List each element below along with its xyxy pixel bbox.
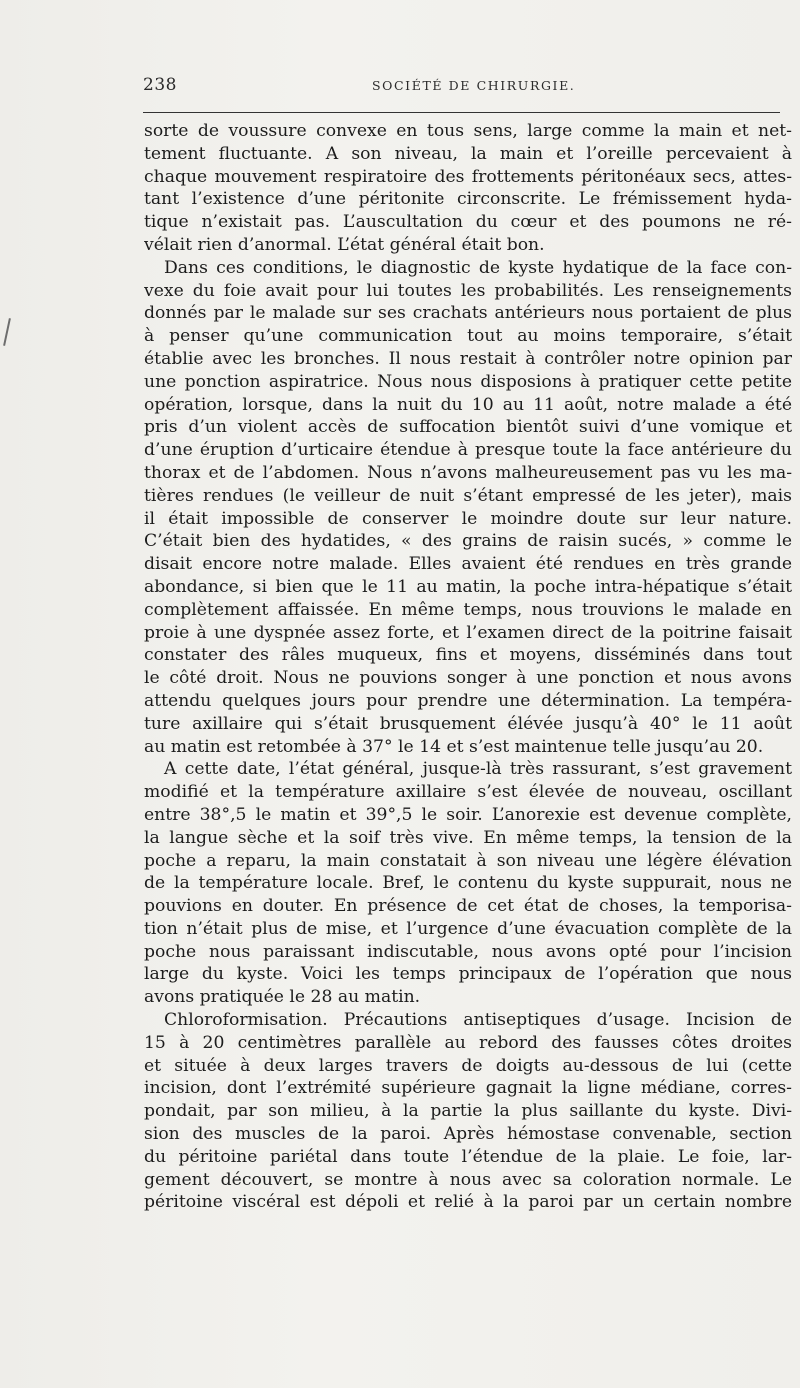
- text-line: poche nous paraissant indiscutable, nous avons opté pour l’incision: [144, 941, 792, 962]
- text-line: opération, lorsque, dans la nuit du 10 au 11 août, notre malade a été: [144, 394, 792, 415]
- text-line: il était impossible de conserver le moindre doute sur leur nature.: [144, 508, 792, 529]
- text-line: ture axillaire qui s’était brusquement élévée jusqu’à 40° le 11 août: [144, 713, 792, 734]
- running-head: SOCIÉTÉ DE CHIRURGIE.: [372, 78, 576, 93]
- text-line: chaque mouvement respiratoire des frottements péritonéaux secs, attes-: [144, 166, 792, 187]
- text-line: sion des muscles de la paroi. Après hémostase convenable, section: [144, 1124, 792, 1145]
- text-line: tières rendues (le veilleur de nuit s’étant empressé de les jeter), mais: [144, 485, 792, 506]
- text-line: à penser qu’une communication tout au moins temporaire, s’était: [144, 326, 792, 347]
- header-rule: [143, 112, 780, 113]
- text-line: avons pratiquée le 28 au matin.: [144, 987, 421, 1008]
- text-line: constater des râles muqueux, fins et moyens, disséminés dans tout: [144, 645, 792, 666]
- text-line: attendu quelques jours pour prendre une détermination. La tempéra-: [144, 690, 792, 711]
- page-number: 238: [143, 75, 177, 95]
- text-line: vexe du foie avait pour lui toutes les probabilités. Les renseignements: [144, 280, 792, 301]
- text-line: pouvions en douter. En présence de cet état de choses, la temporisa-: [144, 896, 792, 917]
- text-line: 15 à 20 centimètres parallèle au rebord des fausses côtes droites: [144, 1032, 792, 1053]
- text-line: modifié et la température axillaire s’est élevée de nouveau, oscillant: [144, 782, 792, 803]
- text-line: une ponction aspiratrice. Nous nous disposions à pratiquer cette petite: [144, 371, 792, 392]
- text-line: A cette date, l’état général, jusque-là très rassurant, s’est gravement: [164, 759, 792, 780]
- text-line: entre 38°,5 le matin et 39°,5 le soir. L’anorexie est devenue complète,: [144, 804, 792, 825]
- text-line: tement fluctuante. A son niveau, la main et l’oreille percevaient à: [144, 143, 792, 164]
- text-line: tant l’existence d’une péritonite circonscrite. Le frémissement hyda-: [144, 189, 792, 210]
- text-line: vélait rien d’anormal. L’état général était bon.: [144, 234, 545, 255]
- text-line: tion n’était plus de mise, et l’urgence d’une évacuation complète de la: [144, 918, 792, 939]
- text-line: le côté droit. Nous ne pouvions songer à une ponction et nous avons: [144, 668, 792, 689]
- text-line: Chloroformisation. Précautions antiseptiques d’usage. Incision de: [164, 1010, 792, 1031]
- text-line: et située à deux larges travers de doigts au-dessous de lui (cette: [144, 1055, 792, 1076]
- text-line: sorte de voussure convexe en tous sens, large comme la main et net-: [144, 121, 792, 141]
- text-line: péritoine viscéral est dépoli et relié à la paroi par un certain nombre: [144, 1192, 792, 1213]
- margin-pencil-mark: [3, 318, 11, 346]
- body-text: [144, 120, 792, 1214]
- page-header: [143, 75, 783, 99]
- text-line: du péritoine pariétal dans toute l’étendue de la plaie. Le foie, lar-: [144, 1146, 792, 1167]
- text-line: de la température locale. Bref, le contenu du kyste suppurait, nous ne: [144, 873, 792, 894]
- text-line: établie avec les bronches. Il nous restait à contrôler notre opinion par: [144, 348, 792, 369]
- text-line: au matin est retombée à 37° le 14 et s’est maintenue telle jusqu’au 20.: [144, 736, 764, 757]
- text-line: donnés par le malade sur ses crachats antérieurs nous portaient de plus: [144, 303, 792, 324]
- text-line: tique n’existait pas. L’auscultation du cœur et des poumons ne ré-: [144, 212, 792, 233]
- text-line: abondance, si bien que le 11 au matin, la poche intra-hépatique s’était: [144, 576, 792, 597]
- text-line: incision, dont l’extrémité supérieure gagnait la ligne médiane, corres-: [144, 1078, 792, 1099]
- text-line: pondait, par son milieu, à la partie la plus saillante du kyste. Divi-: [144, 1101, 792, 1122]
- text-line: la langue sèche et la soif très vive. En même temps, la tension de la: [144, 827, 792, 848]
- text-line: disait encore notre malade. Elles avaient été rendues en très grande: [144, 554, 792, 575]
- text-line: thorax et de l’abdomen. Nous n’avons malheureusement pas vu les ma-: [144, 462, 792, 483]
- text-line: d’une éruption d’urticaire étendue à presque toute la face antérieure du: [144, 440, 792, 461]
- text-line: Dans ces conditions, le diagnostic de kyste hydatique de la face con-: [164, 257, 792, 278]
- text-line: poche a reparu, la main constatait à son niveau une légère élévation: [144, 850, 792, 871]
- text-line: complètement affaissée. En même temps, nous trouvions le malade en: [144, 599, 792, 620]
- text-line: proie à une dyspnée assez forte, et l’examen direct de la poitrine faisait: [144, 622, 792, 643]
- text-line: C’était bien des hydatides, « des grains de raisin sucés, » comme le: [144, 531, 792, 552]
- text-line: large du kyste. Voici les temps principaux de l’opération que nous: [144, 964, 792, 985]
- text-line: pris d’un violent accès de suffocation bientôt suivi d’une vomique et: [144, 417, 792, 438]
- text-line: gement découvert, se montre à nous avec sa coloration normale. Le: [144, 1169, 792, 1190]
